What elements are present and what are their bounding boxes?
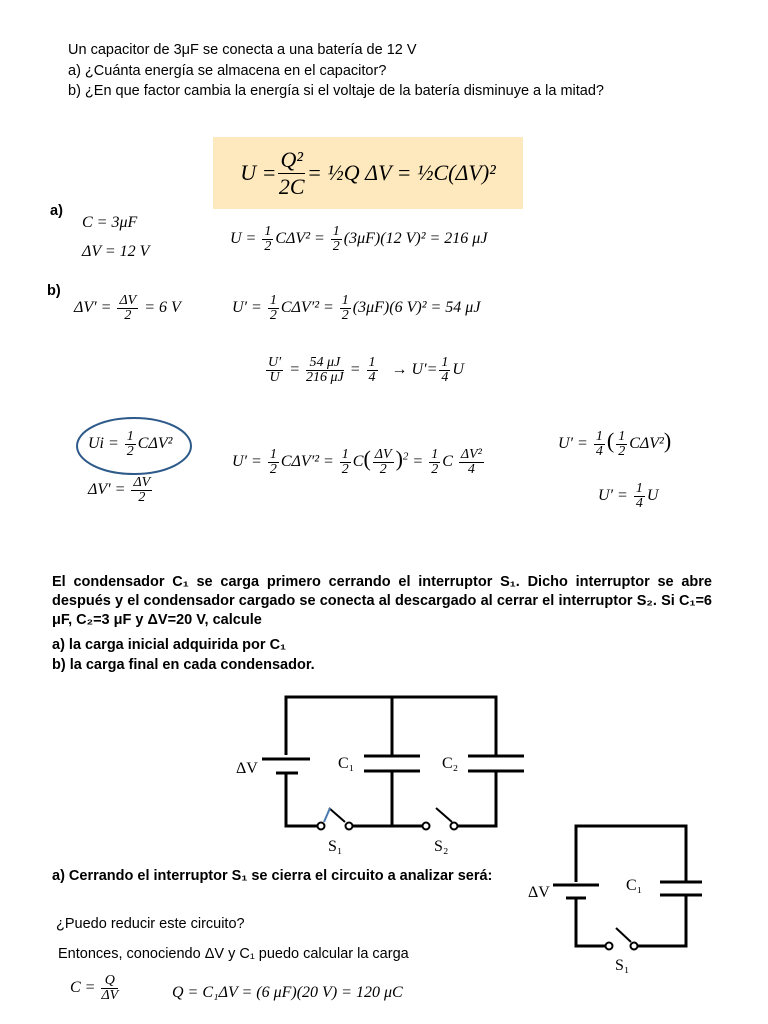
problem1-statement: Un capacitor de 3μF se conecta a una batería de 12 V <box>68 42 417 58</box>
energy-derivation: U′ = $\frac{1}{2}$ CΔV′² = $\frac{1}{2}$ C( $\frac{\Delta V}{2}$ )$^2$ = $\frac{1}{2}$ C $\frac{\text{ΔV²}}{4}$ <box>232 446 482 477</box>
half-voltage-2: ΔV′ = $\frac{\Delta V}{2}$ <box>88 475 151 505</box>
capacitance-definition: C = $\frac{Q}{\Delta V}$ <box>70 973 119 1003</box>
problem1-question-a: a) ¿Cuánta energía se almacena en el capacitor? <box>68 63 387 79</box>
charge-result: Q = C₁ΔV = (6 μF)(20 V) = 120 μC <box>172 984 403 1001</box>
half-voltage: ΔV′ = $\frac{\Delta V}{2}$ = 6 V <box>74 293 181 323</box>
circuit1-voltage-label: ΔV <box>236 760 258 777</box>
problem2-question-a: a) la carga inicial adquirida por C₁ <box>52 637 287 653</box>
circuit1-c2-label: C₂ <box>442 755 459 772</box>
formula-rest: = ½Q ΔV = ½C(ΔV)² <box>306 160 496 185</box>
formula-U: U = <box>240 160 277 185</box>
problem2-statement: El condensador C₁ se carga primero cerrando el interruptor S₁. Dicho interruptor se abre después y el condensador cargado se conecta al descargado al cerrar el interruptor S₂. Si C₁=6 μF, C₂=3 μF y ΔV=20 V, calcule <box>52 574 712 628</box>
circuit2-top-wire <box>576 826 686 882</box>
analysis-statement: Entonces, conociendo ΔV y C₁ puedo calcular la carga <box>58 946 409 962</box>
circuit2-bottom-right-wire <box>636 895 686 946</box>
circuit2-bottom-left-wire <box>576 898 606 946</box>
energy-calc-b: U′ = $\frac{1}{2}$ CΔV′² = $\frac{1}{2}$ (3μF)(6 V)² = 54 μJ <box>232 293 481 323</box>
initial-energy: Ui = $\frac{1}{2}$ CΔV² <box>88 429 173 459</box>
circuit1-s1-label: S₁ <box>328 838 343 855</box>
problem2-question-b: b) la carga final en cada condensador. <box>52 657 315 673</box>
part-b-label: b) <box>47 283 61 299</box>
part-a-label: a) <box>50 203 63 219</box>
given-capacitance: C = 3μF <box>82 214 138 231</box>
circuit1-s2-lever <box>436 808 452 822</box>
circuit2-voltage-label: ΔV <box>528 884 550 901</box>
analysis-question: ¿Puedo reducir este circuito? <box>56 916 245 932</box>
circuit2-s1-contact-left <box>606 943 613 950</box>
circuit2-s1-label: S₁ <box>615 957 630 974</box>
circuit1-c1-label: C₁ <box>338 755 355 772</box>
circuit1-s2-contact-left <box>423 823 430 830</box>
circuit1-s2-contact-right <box>451 823 458 830</box>
circuit1-s1-contact-left <box>318 823 325 830</box>
circuit1-s2-label: S₂ <box>434 838 449 855</box>
given-voltage: ΔV = 12 V <box>82 243 150 260</box>
circuit1-bottom-left-wire <box>286 773 318 826</box>
analysis-part-a: a) Cerrando el interruptor S₁ se cierra el circuito a analizar será: <box>52 868 493 884</box>
energy-ratio: $\frac{U'}{U}$ = $\frac{54 \mu J}{216 \mu J}$ = $\frac{1}{4}$ → U′= $\frac{1}{4}$ U <box>268 355 464 385</box>
circuit1-s1-lever-b <box>324 808 330 822</box>
energy-quarter-result: U′ = $\frac{1}{4}$ U <box>598 481 659 511</box>
circuit1-bottom-right-wire <box>456 771 496 826</box>
circuit2-s1-lever <box>616 928 631 942</box>
formula-q2-over-2c: $\frac{\text{Q²}}{2C}$ <box>278 146 305 199</box>
energy-calc-a: U = $\frac{1}{2}$ CΔV² = $\frac{1}{2}$ (3μF)(12 V)² = 216 μJ <box>230 224 488 254</box>
circuit1-s1-lever-a <box>329 808 345 822</box>
energy-quarter-expr: U′ = $\frac{1}{4}$ ( $\frac{1}{2}$ CΔV²) <box>558 428 672 459</box>
problem1-question-b: b) ¿En que factor cambia la energía si el voltaje de la batería disminuye a la mitad? <box>68 83 604 99</box>
circuit2-c1-label: C₁ <box>626 877 643 894</box>
circuit2-s1-contact-right <box>631 943 638 950</box>
circuit1-s1-contact-right <box>346 823 353 830</box>
